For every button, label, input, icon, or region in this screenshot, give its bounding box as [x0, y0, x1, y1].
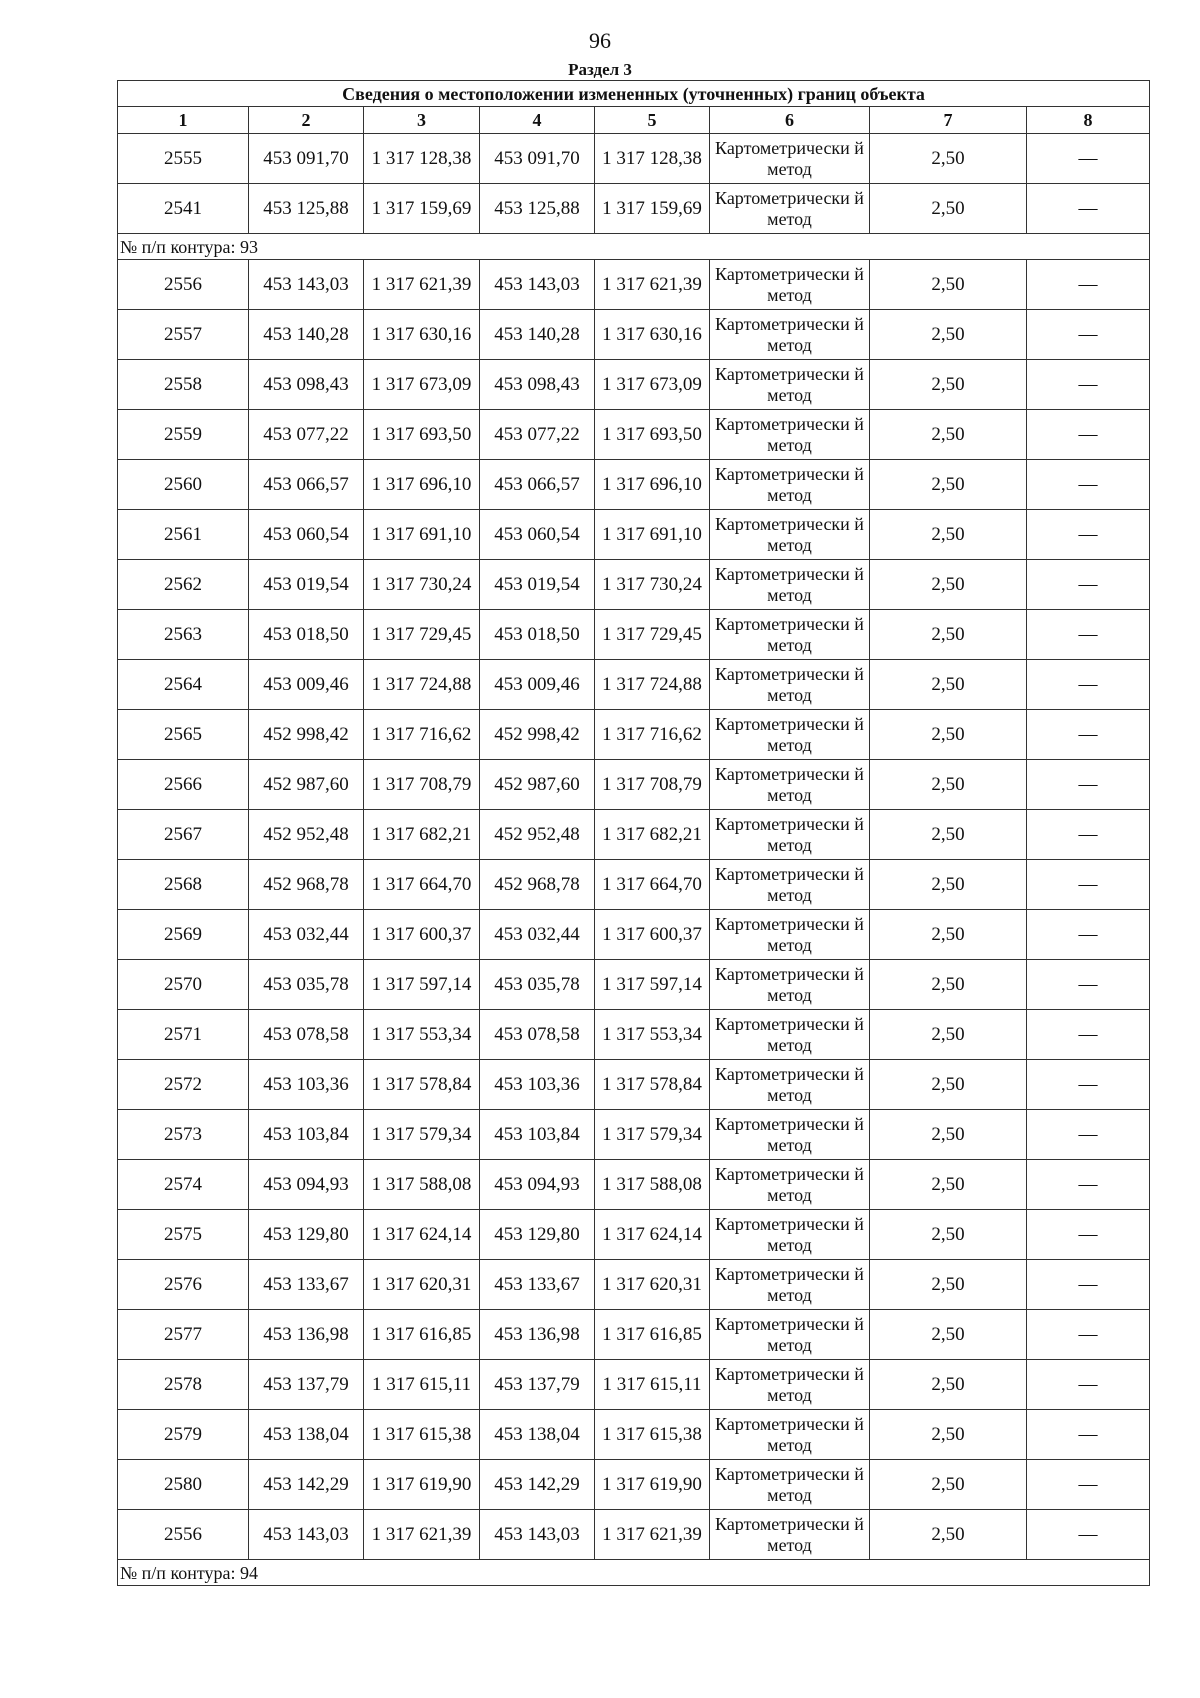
x-new-cell: 453 136,98	[480, 1310, 595, 1360]
point-number-cell: 2569	[118, 910, 249, 960]
y-old-cell: 1 317 716,62	[364, 710, 480, 760]
y-new-cell: 1 317 597,14	[595, 960, 710, 1010]
x-old-cell: 453 078,58	[249, 1010, 364, 1060]
x-new-cell: 453 019,54	[480, 560, 595, 610]
y-new-cell: 1 317 682,21	[595, 810, 710, 860]
table-row	[118, 760, 1150, 810]
accuracy-cell: 2,50	[870, 560, 1027, 610]
accuracy-cell: 2,50	[870, 960, 1027, 1010]
description-cell: —	[1027, 810, 1150, 860]
x-old-cell: 452 998,42	[249, 710, 364, 760]
x-new-cell: 453 103,36	[480, 1060, 595, 1110]
y-old-cell: 1 317 615,38	[364, 1410, 480, 1460]
table-row	[118, 1160, 1150, 1210]
description-cell: —	[1027, 960, 1150, 1010]
y-old-cell: 1 317 664,70	[364, 860, 480, 910]
x-new-cell: 453 143,03	[480, 1510, 595, 1560]
x-new-cell: 452 987,60	[480, 760, 595, 810]
x-old-cell: 453 098,43	[249, 360, 364, 410]
x-old-cell: 453 094,93	[249, 1160, 364, 1210]
point-number-cell: 2570	[118, 960, 249, 1010]
table-row	[118, 1310, 1150, 1360]
x-old-cell: 453 018,50	[249, 610, 364, 660]
y-old-cell: 1 317 615,11	[364, 1360, 480, 1410]
description-cell: —	[1027, 1110, 1150, 1160]
y-new-cell: 1 317 620,31	[595, 1260, 710, 1310]
method-cell: Картометрически й метод	[710, 134, 870, 184]
table-row	[118, 134, 1150, 184]
point-number-cell: 2556	[118, 1510, 249, 1560]
x-new-cell: 453 129,80	[480, 1210, 595, 1260]
point-number-cell: 2568	[118, 860, 249, 910]
accuracy-cell: 2,50	[870, 410, 1027, 460]
accuracy-cell: 2,50	[870, 1360, 1027, 1410]
method-cell: Картометрически й метод	[710, 1160, 870, 1210]
point-number-cell: 2563	[118, 610, 249, 660]
x-new-cell: 453 060,54	[480, 510, 595, 560]
y-old-cell: 1 317 128,38	[364, 134, 480, 184]
description-cell: —	[1027, 660, 1150, 710]
point-number-cell: 2555	[118, 134, 249, 184]
description-cell: —	[1027, 1460, 1150, 1510]
accuracy-cell: 2,50	[870, 184, 1027, 234]
point-number-cell: 2575	[118, 1210, 249, 1260]
description-cell: —	[1027, 560, 1150, 610]
x-new-cell: 453 103,84	[480, 1110, 595, 1160]
description-cell: —	[1027, 1410, 1150, 1460]
x-old-cell: 453 136,98	[249, 1310, 364, 1360]
x-new-cell: 453 066,57	[480, 460, 595, 510]
y-new-cell: 1 317 600,37	[595, 910, 710, 960]
x-old-cell: 452 968,78	[249, 860, 364, 910]
method-cell: Картометрически й метод	[710, 1210, 870, 1260]
x-old-cell: 453 143,03	[249, 1510, 364, 1560]
x-new-cell: 453 009,46	[480, 660, 595, 710]
method-cell: Картометрически й метод	[710, 1360, 870, 1410]
column-number: 5	[595, 107, 710, 134]
accuracy-cell: 2,50	[870, 610, 1027, 660]
x-old-cell: 453 019,54	[249, 560, 364, 610]
x-old-cell: 453 060,54	[249, 510, 364, 560]
x-old-cell: 453 032,44	[249, 910, 364, 960]
x-new-cell: 453 098,43	[480, 360, 595, 410]
y-old-cell: 1 317 621,39	[364, 1510, 480, 1560]
method-cell: Картометрически й метод	[710, 1410, 870, 1460]
table-row	[118, 410, 1150, 460]
table-row	[118, 360, 1150, 410]
y-old-cell: 1 317 724,88	[364, 660, 480, 710]
x-new-cell: 453 078,58	[480, 1010, 595, 1060]
y-new-cell: 1 317 579,34	[595, 1110, 710, 1160]
y-old-cell: 1 317 621,39	[364, 260, 480, 310]
point-number-cell: 2541	[118, 184, 249, 234]
y-new-cell: 1 317 691,10	[595, 510, 710, 560]
y-old-cell: 1 317 630,16	[364, 310, 480, 360]
column-number: 6	[710, 107, 870, 134]
y-old-cell: 1 317 691,10	[364, 510, 480, 560]
x-new-cell: 453 091,70	[480, 134, 595, 184]
y-new-cell: 1 317 729,45	[595, 610, 710, 660]
accuracy-cell: 2,50	[870, 260, 1027, 310]
y-old-cell: 1 317 673,09	[364, 360, 480, 410]
accuracy-cell: 2,50	[870, 360, 1027, 410]
point-number-cell: 2558	[118, 360, 249, 410]
point-number-cell: 2574	[118, 1160, 249, 1210]
table-caption-row	[118, 81, 1150, 107]
table-row	[118, 1210, 1150, 1260]
description-cell: —	[1027, 260, 1150, 310]
y-new-cell: 1 317 673,09	[595, 360, 710, 410]
y-new-cell: 1 317 128,38	[595, 134, 710, 184]
accuracy-cell: 2,50	[870, 1010, 1027, 1060]
table-row	[118, 1010, 1150, 1060]
method-cell: Картометрически й метод	[710, 1510, 870, 1560]
y-old-cell: 1 317 708,79	[364, 760, 480, 810]
table-row	[118, 1110, 1150, 1160]
description-cell: —	[1027, 510, 1150, 560]
accuracy-cell: 2,50	[870, 760, 1027, 810]
y-old-cell: 1 317 597,14	[364, 960, 480, 1010]
y-new-cell: 1 317 588,08	[595, 1160, 710, 1210]
accuracy-cell: 2,50	[870, 860, 1027, 910]
x-new-cell: 453 035,78	[480, 960, 595, 1010]
accuracy-cell: 2,50	[870, 910, 1027, 960]
point-number-cell: 2577	[118, 1310, 249, 1360]
method-cell: Картометрически й метод	[710, 910, 870, 960]
table-row	[118, 460, 1150, 510]
y-new-cell: 1 317 664,70	[595, 860, 710, 910]
x-new-cell: 453 125,88	[480, 184, 595, 234]
page-number: 96	[589, 28, 611, 53]
point-number-cell: 2580	[118, 1460, 249, 1510]
description-cell: —	[1027, 1510, 1150, 1560]
point-number-cell: 2576	[118, 1260, 249, 1310]
description-cell: —	[1027, 1210, 1150, 1260]
table-row	[118, 1510, 1150, 1560]
y-old-cell: 1 317 616,85	[364, 1310, 480, 1360]
accuracy-cell: 2,50	[870, 1210, 1027, 1260]
description-cell: —	[1027, 1260, 1150, 1310]
table-row	[118, 1410, 1150, 1460]
column-number: 8	[1027, 107, 1150, 134]
point-number-cell: 2579	[118, 1410, 249, 1460]
y-new-cell: 1 317 716,62	[595, 710, 710, 760]
x-old-cell: 453 142,29	[249, 1460, 364, 1510]
method-cell: Картометрически й метод	[710, 1060, 870, 1110]
accuracy-cell: 2,50	[870, 1260, 1027, 1310]
description-cell: —	[1027, 1060, 1150, 1110]
accuracy-cell: 2,50	[870, 1460, 1027, 1510]
method-cell: Картометрически й метод	[710, 960, 870, 1010]
x-new-cell: 452 952,48	[480, 810, 595, 860]
y-old-cell: 1 317 682,21	[364, 810, 480, 860]
description-cell: —	[1027, 860, 1150, 910]
y-new-cell: 1 317 615,38	[595, 1410, 710, 1460]
x-new-cell: 453 143,03	[480, 260, 595, 310]
x-old-cell: 453 137,79	[249, 1360, 364, 1410]
y-old-cell: 1 317 159,69	[364, 184, 480, 234]
method-cell: Картометрически й метод	[710, 410, 870, 460]
column-number: 1	[118, 107, 249, 134]
description-cell: —	[1027, 1310, 1150, 1360]
point-number-cell: 2573	[118, 1110, 249, 1160]
x-old-cell: 453 077,22	[249, 410, 364, 460]
point-number-cell: 2565	[118, 710, 249, 760]
y-new-cell: 1 317 621,39	[595, 260, 710, 310]
x-old-cell: 453 066,57	[249, 460, 364, 510]
method-cell: Картометрически й метод	[710, 460, 870, 510]
table-row	[118, 810, 1150, 860]
description-cell: —	[1027, 1160, 1150, 1210]
y-new-cell: 1 317 621,39	[595, 1510, 710, 1560]
y-old-cell: 1 317 619,90	[364, 1460, 480, 1510]
contour-label: № п/п контура: 93	[118, 234, 1150, 260]
x-new-cell: 453 018,50	[480, 610, 595, 660]
method-cell: Картометрически й метод	[710, 510, 870, 560]
x-new-cell: 453 133,67	[480, 1260, 595, 1310]
x-old-cell: 453 143,03	[249, 260, 364, 310]
point-number-cell: 2567	[118, 810, 249, 860]
contour-label: № п/п контура: 94	[118, 1560, 1150, 1586]
y-old-cell: 1 317 578,84	[364, 1060, 480, 1110]
y-new-cell: 1 317 159,69	[595, 184, 710, 234]
description-cell: —	[1027, 184, 1150, 234]
accuracy-cell: 2,50	[870, 134, 1027, 184]
accuracy-cell: 2,50	[870, 1160, 1027, 1210]
table-row	[118, 310, 1150, 360]
y-new-cell: 1 317 615,11	[595, 1360, 710, 1410]
table-row	[118, 560, 1150, 610]
contour-row	[118, 234, 1150, 260]
y-old-cell: 1 317 579,34	[364, 1110, 480, 1160]
description-cell: —	[1027, 310, 1150, 360]
table-row	[118, 1260, 1150, 1310]
point-number-cell: 2559	[118, 410, 249, 460]
x-new-cell: 453 077,22	[480, 410, 595, 460]
y-new-cell: 1 317 693,50	[595, 410, 710, 460]
x-new-cell: 453 142,29	[480, 1460, 595, 1510]
method-cell: Картометрически й метод	[710, 1260, 870, 1310]
description-cell: —	[1027, 1360, 1150, 1410]
y-old-cell: 1 317 600,37	[364, 910, 480, 960]
method-cell: Картометрически й метод	[710, 1310, 870, 1360]
description-cell: —	[1027, 710, 1150, 760]
y-new-cell: 1 317 730,24	[595, 560, 710, 610]
x-new-cell: 453 137,79	[480, 1360, 595, 1410]
x-new-cell: 453 138,04	[480, 1410, 595, 1460]
table-row	[118, 660, 1150, 710]
table-row	[118, 860, 1150, 910]
description-cell: —	[1027, 910, 1150, 960]
method-cell: Картометрически й метод	[710, 184, 870, 234]
description-cell: —	[1027, 134, 1150, 184]
y-old-cell: 1 317 588,08	[364, 1160, 480, 1210]
boundary-table	[117, 80, 1150, 1586]
accuracy-cell: 2,50	[870, 710, 1027, 760]
y-old-cell: 1 317 693,50	[364, 410, 480, 460]
y-old-cell: 1 317 729,45	[364, 610, 480, 660]
method-cell: Картометрически й метод	[710, 360, 870, 410]
method-cell: Картометрически й метод	[710, 610, 870, 660]
accuracy-cell: 2,50	[870, 1410, 1027, 1460]
table-row	[118, 1060, 1150, 1110]
point-number-cell: 2556	[118, 260, 249, 310]
y-new-cell: 1 317 616,85	[595, 1310, 710, 1360]
y-old-cell: 1 317 624,14	[364, 1210, 480, 1260]
x-new-cell: 453 140,28	[480, 310, 595, 360]
column-number: 4	[480, 107, 595, 134]
method-cell: Картометрически й метод	[710, 1110, 870, 1160]
method-cell: Картометрически й метод	[710, 260, 870, 310]
description-cell: —	[1027, 460, 1150, 510]
point-number-cell: 2564	[118, 660, 249, 710]
x-old-cell: 453 133,67	[249, 1260, 364, 1310]
x-old-cell: 453 091,70	[249, 134, 364, 184]
y-old-cell: 1 317 620,31	[364, 1260, 480, 1310]
accuracy-cell: 2,50	[870, 510, 1027, 560]
x-old-cell: 453 103,36	[249, 1060, 364, 1110]
accuracy-cell: 2,50	[870, 810, 1027, 860]
accuracy-cell: 2,50	[870, 1510, 1027, 1560]
description-cell: —	[1027, 360, 1150, 410]
method-cell: Картометрически й метод	[710, 1460, 870, 1510]
contour-row	[118, 1560, 1150, 1586]
table-row	[118, 510, 1150, 560]
method-cell: Картометрически й метод	[710, 660, 870, 710]
method-cell: Картометрически й метод	[710, 310, 870, 360]
description-cell: —	[1027, 760, 1150, 810]
point-number-cell: 2560	[118, 460, 249, 510]
x-old-cell: 452 987,60	[249, 760, 364, 810]
column-number: 2	[249, 107, 364, 134]
accuracy-cell: 2,50	[870, 1310, 1027, 1360]
column-number: 3	[364, 107, 480, 134]
y-old-cell: 1 317 696,10	[364, 460, 480, 510]
column-number-row	[118, 107, 1150, 134]
x-old-cell: 452 952,48	[249, 810, 364, 860]
x-new-cell: 452 968,78	[480, 860, 595, 910]
point-number-cell: 2562	[118, 560, 249, 610]
x-old-cell: 453 103,84	[249, 1110, 364, 1160]
description-cell: —	[1027, 1010, 1150, 1060]
x-old-cell: 453 125,88	[249, 184, 364, 234]
accuracy-cell: 2,50	[870, 660, 1027, 710]
section-title: Раздел 3	[568, 60, 632, 79]
y-new-cell: 1 317 696,10	[595, 460, 710, 510]
table-row	[118, 610, 1150, 660]
accuracy-cell: 2,50	[870, 1110, 1027, 1160]
description-cell: —	[1027, 410, 1150, 460]
table-caption: Сведения о местоположении измененных (уточненных) границ объекта	[118, 81, 1150, 107]
x-new-cell: 453 094,93	[480, 1160, 595, 1210]
y-new-cell: 1 317 553,34	[595, 1010, 710, 1060]
description-cell: —	[1027, 610, 1150, 660]
y-new-cell: 1 317 578,84	[595, 1060, 710, 1110]
x-old-cell: 453 129,80	[249, 1210, 364, 1260]
table-row	[118, 184, 1150, 234]
point-number-cell: 2561	[118, 510, 249, 560]
point-number-cell: 2566	[118, 760, 249, 810]
table-row	[118, 1360, 1150, 1410]
y-new-cell: 1 317 724,88	[595, 660, 710, 710]
column-number: 7	[870, 107, 1027, 134]
x-old-cell: 453 140,28	[249, 310, 364, 360]
x-old-cell: 453 035,78	[249, 960, 364, 1010]
accuracy-cell: 2,50	[870, 460, 1027, 510]
table-row	[118, 260, 1150, 310]
point-number-cell: 2578	[118, 1360, 249, 1410]
y-old-cell: 1 317 553,34	[364, 1010, 480, 1060]
method-cell: Картометрически й метод	[710, 860, 870, 910]
point-number-cell: 2557	[118, 310, 249, 360]
method-cell: Картометрически й метод	[710, 810, 870, 860]
accuracy-cell: 2,50	[870, 310, 1027, 360]
y-new-cell: 1 317 630,16	[595, 310, 710, 360]
x-old-cell: 453 009,46	[249, 660, 364, 710]
accuracy-cell: 2,50	[870, 1060, 1027, 1110]
table-row	[118, 910, 1150, 960]
y-new-cell: 1 317 619,90	[595, 1460, 710, 1510]
method-cell: Картометрически й метод	[710, 560, 870, 610]
y-new-cell: 1 317 624,14	[595, 1210, 710, 1260]
y-old-cell: 1 317 730,24	[364, 560, 480, 610]
method-cell: Картометрически й метод	[710, 760, 870, 810]
table-row	[118, 960, 1150, 1010]
table-row	[118, 710, 1150, 760]
method-cell: Картометрически й метод	[710, 710, 870, 760]
y-new-cell: 1 317 708,79	[595, 760, 710, 810]
table-row	[118, 1460, 1150, 1510]
point-number-cell: 2572	[118, 1060, 249, 1110]
point-number-cell: 2571	[118, 1010, 249, 1060]
x-old-cell: 453 138,04	[249, 1410, 364, 1460]
x-new-cell: 452 998,42	[480, 710, 595, 760]
method-cell: Картометрически й метод	[710, 1010, 870, 1060]
x-new-cell: 453 032,44	[480, 910, 595, 960]
